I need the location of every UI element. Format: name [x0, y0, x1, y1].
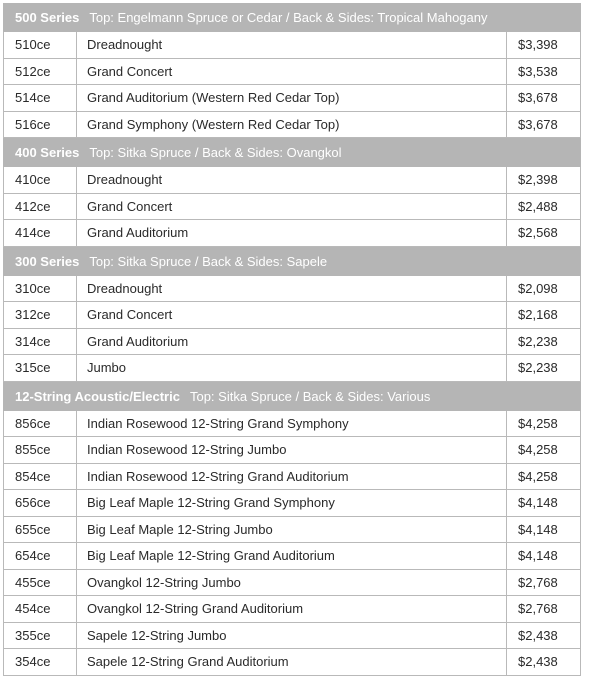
table-row — [3, 85, 581, 112]
description-cell: Indian Rosewood 12-String Jumbo — [77, 437, 507, 463]
table-row — [3, 329, 581, 356]
model-cell: 654ce — [4, 543, 77, 569]
table-row — [3, 32, 581, 59]
price-cell: $4,148 — [518, 495, 558, 510]
price-cell: $4,258 — [518, 442, 558, 457]
model-cell: 856ce — [4, 411, 77, 437]
table-row — [3, 623, 581, 650]
table-row — [3, 276, 581, 303]
model-cell: 454ce — [4, 596, 77, 622]
model-cell: 410ce — [4, 167, 77, 193]
table-row — [3, 112, 581, 139]
description-cell: Grand Auditorium (Western Red Cedar Top) — [77, 85, 507, 111]
series-header — [3, 247, 581, 276]
model-cell: 655ce — [4, 517, 77, 543]
table-row — [3, 355, 581, 382]
model-cell: 854ce — [4, 464, 77, 490]
model-cell: 512ce — [4, 59, 77, 85]
description-cell: Indian Rosewood 12-String Grand Symphony — [77, 411, 507, 437]
series-header — [3, 138, 581, 167]
description-cell: Dreadnought — [77, 276, 507, 302]
price-cell: $2,568 — [518, 225, 558, 240]
model-cell: 354ce — [4, 649, 77, 675]
model-cell: 310ce — [4, 276, 77, 302]
price-cell: $2,438 — [518, 654, 558, 669]
model-cell: 855ce — [4, 437, 77, 463]
description-cell: Grand Concert — [77, 59, 507, 85]
table-row — [3, 220, 581, 247]
description-cell: Big Leaf Maple 12-String Jumbo — [77, 517, 507, 543]
table-row — [3, 167, 581, 194]
description-cell: Big Leaf Maple 12-String Grand Auditorium — [77, 543, 507, 569]
series-header — [3, 382, 581, 411]
table-row — [3, 59, 581, 86]
model-cell: 412ce — [4, 194, 77, 220]
series-description: Top: Sitka Spruce / Back & Sides: Sapele — [89, 253, 328, 269]
model-cell: 656ce — [4, 490, 77, 516]
price-table — [3, 3, 581, 676]
price-cell: $4,148 — [518, 548, 558, 563]
table-row — [3, 490, 581, 517]
table-row — [3, 649, 581, 676]
description-cell: Ovangkol 12-String Grand Auditorium — [77, 596, 507, 622]
price-cell: $2,768 — [518, 601, 558, 616]
table-row — [3, 411, 581, 438]
price-cell: $2,168 — [518, 307, 558, 322]
description-cell: Grand Concert — [77, 194, 507, 220]
description-cell: Jumbo — [77, 355, 507, 381]
description-cell: Sapele 12-String Grand Auditorium — [77, 649, 507, 675]
description-cell: Dreadnought — [77, 32, 507, 58]
table-row — [3, 596, 581, 623]
model-cell: 312ce — [4, 302, 77, 328]
model-cell: 516ce — [4, 112, 77, 138]
description-cell: Ovangkol 12-String Jumbo — [77, 570, 507, 596]
series-name: 12-String Acoustic/Electric — [15, 388, 180, 404]
table-row — [3, 302, 581, 329]
description-cell: Grand Auditorium — [77, 329, 507, 355]
price-cell: $2,438 — [518, 627, 558, 643]
price-cell: $4,258 — [518, 415, 558, 431]
series-description: Top: Sitka Spruce / Back & Sides: Ovangkol — [89, 145, 342, 160]
table-row — [3, 517, 581, 544]
series-name: 300 Series — [15, 253, 80, 269]
description-cell: Dreadnought — [77, 167, 507, 193]
price-cell: $2,238 — [518, 360, 558, 375]
series-description: Top: Sitka Spruce / Back & Sides: Various — [189, 388, 431, 404]
description-cell: Grand Auditorium — [77, 220, 507, 246]
price-cell: $2,098 — [518, 280, 558, 296]
series-description: Top: Engelmann Spruce or Cedar / Back & Sides: Tropical Mahogany — [89, 10, 488, 25]
table-row — [3, 543, 581, 570]
model-cell: 314ce — [4, 329, 77, 355]
price-cell: $3,398 — [518, 37, 558, 52]
description-cell: Grand Concert — [77, 302, 507, 328]
description-cell: Big Leaf Maple 12-String Grand Symphony — [77, 490, 507, 516]
model-cell: 455ce — [4, 570, 77, 596]
price-cell: $3,678 — [518, 116, 558, 132]
model-cell: 355ce — [4, 623, 77, 649]
price-cell: $2,768 — [518, 574, 558, 590]
description-cell: Indian Rosewood 12-String Grand Auditorium — [77, 464, 507, 490]
price-cell: $2,488 — [518, 198, 558, 214]
table-row — [3, 437, 581, 464]
series-header — [3, 3, 581, 32]
price-cell: $3,678 — [518, 90, 558, 105]
description-cell: Grand Symphony (Western Red Cedar Top) — [77, 112, 507, 138]
price-cell: $2,238 — [518, 333, 558, 349]
model-cell: 514ce — [4, 85, 77, 111]
table-row — [3, 570, 581, 597]
price-cell: $3,538 — [518, 63, 558, 79]
model-cell: 315ce — [4, 355, 77, 381]
table-row — [3, 464, 581, 491]
price-cell: $2,398 — [518, 172, 558, 187]
model-cell: 414ce — [4, 220, 77, 246]
table-row — [3, 194, 581, 221]
series-name: 500 Series — [15, 10, 80, 25]
description-cell: Sapele 12-String Jumbo — [77, 623, 507, 649]
price-cell: $4,148 — [518, 521, 558, 537]
model-cell: 510ce — [4, 32, 77, 58]
series-name: 400 Series — [15, 145, 80, 160]
price-cell: $4,258 — [518, 468, 558, 484]
